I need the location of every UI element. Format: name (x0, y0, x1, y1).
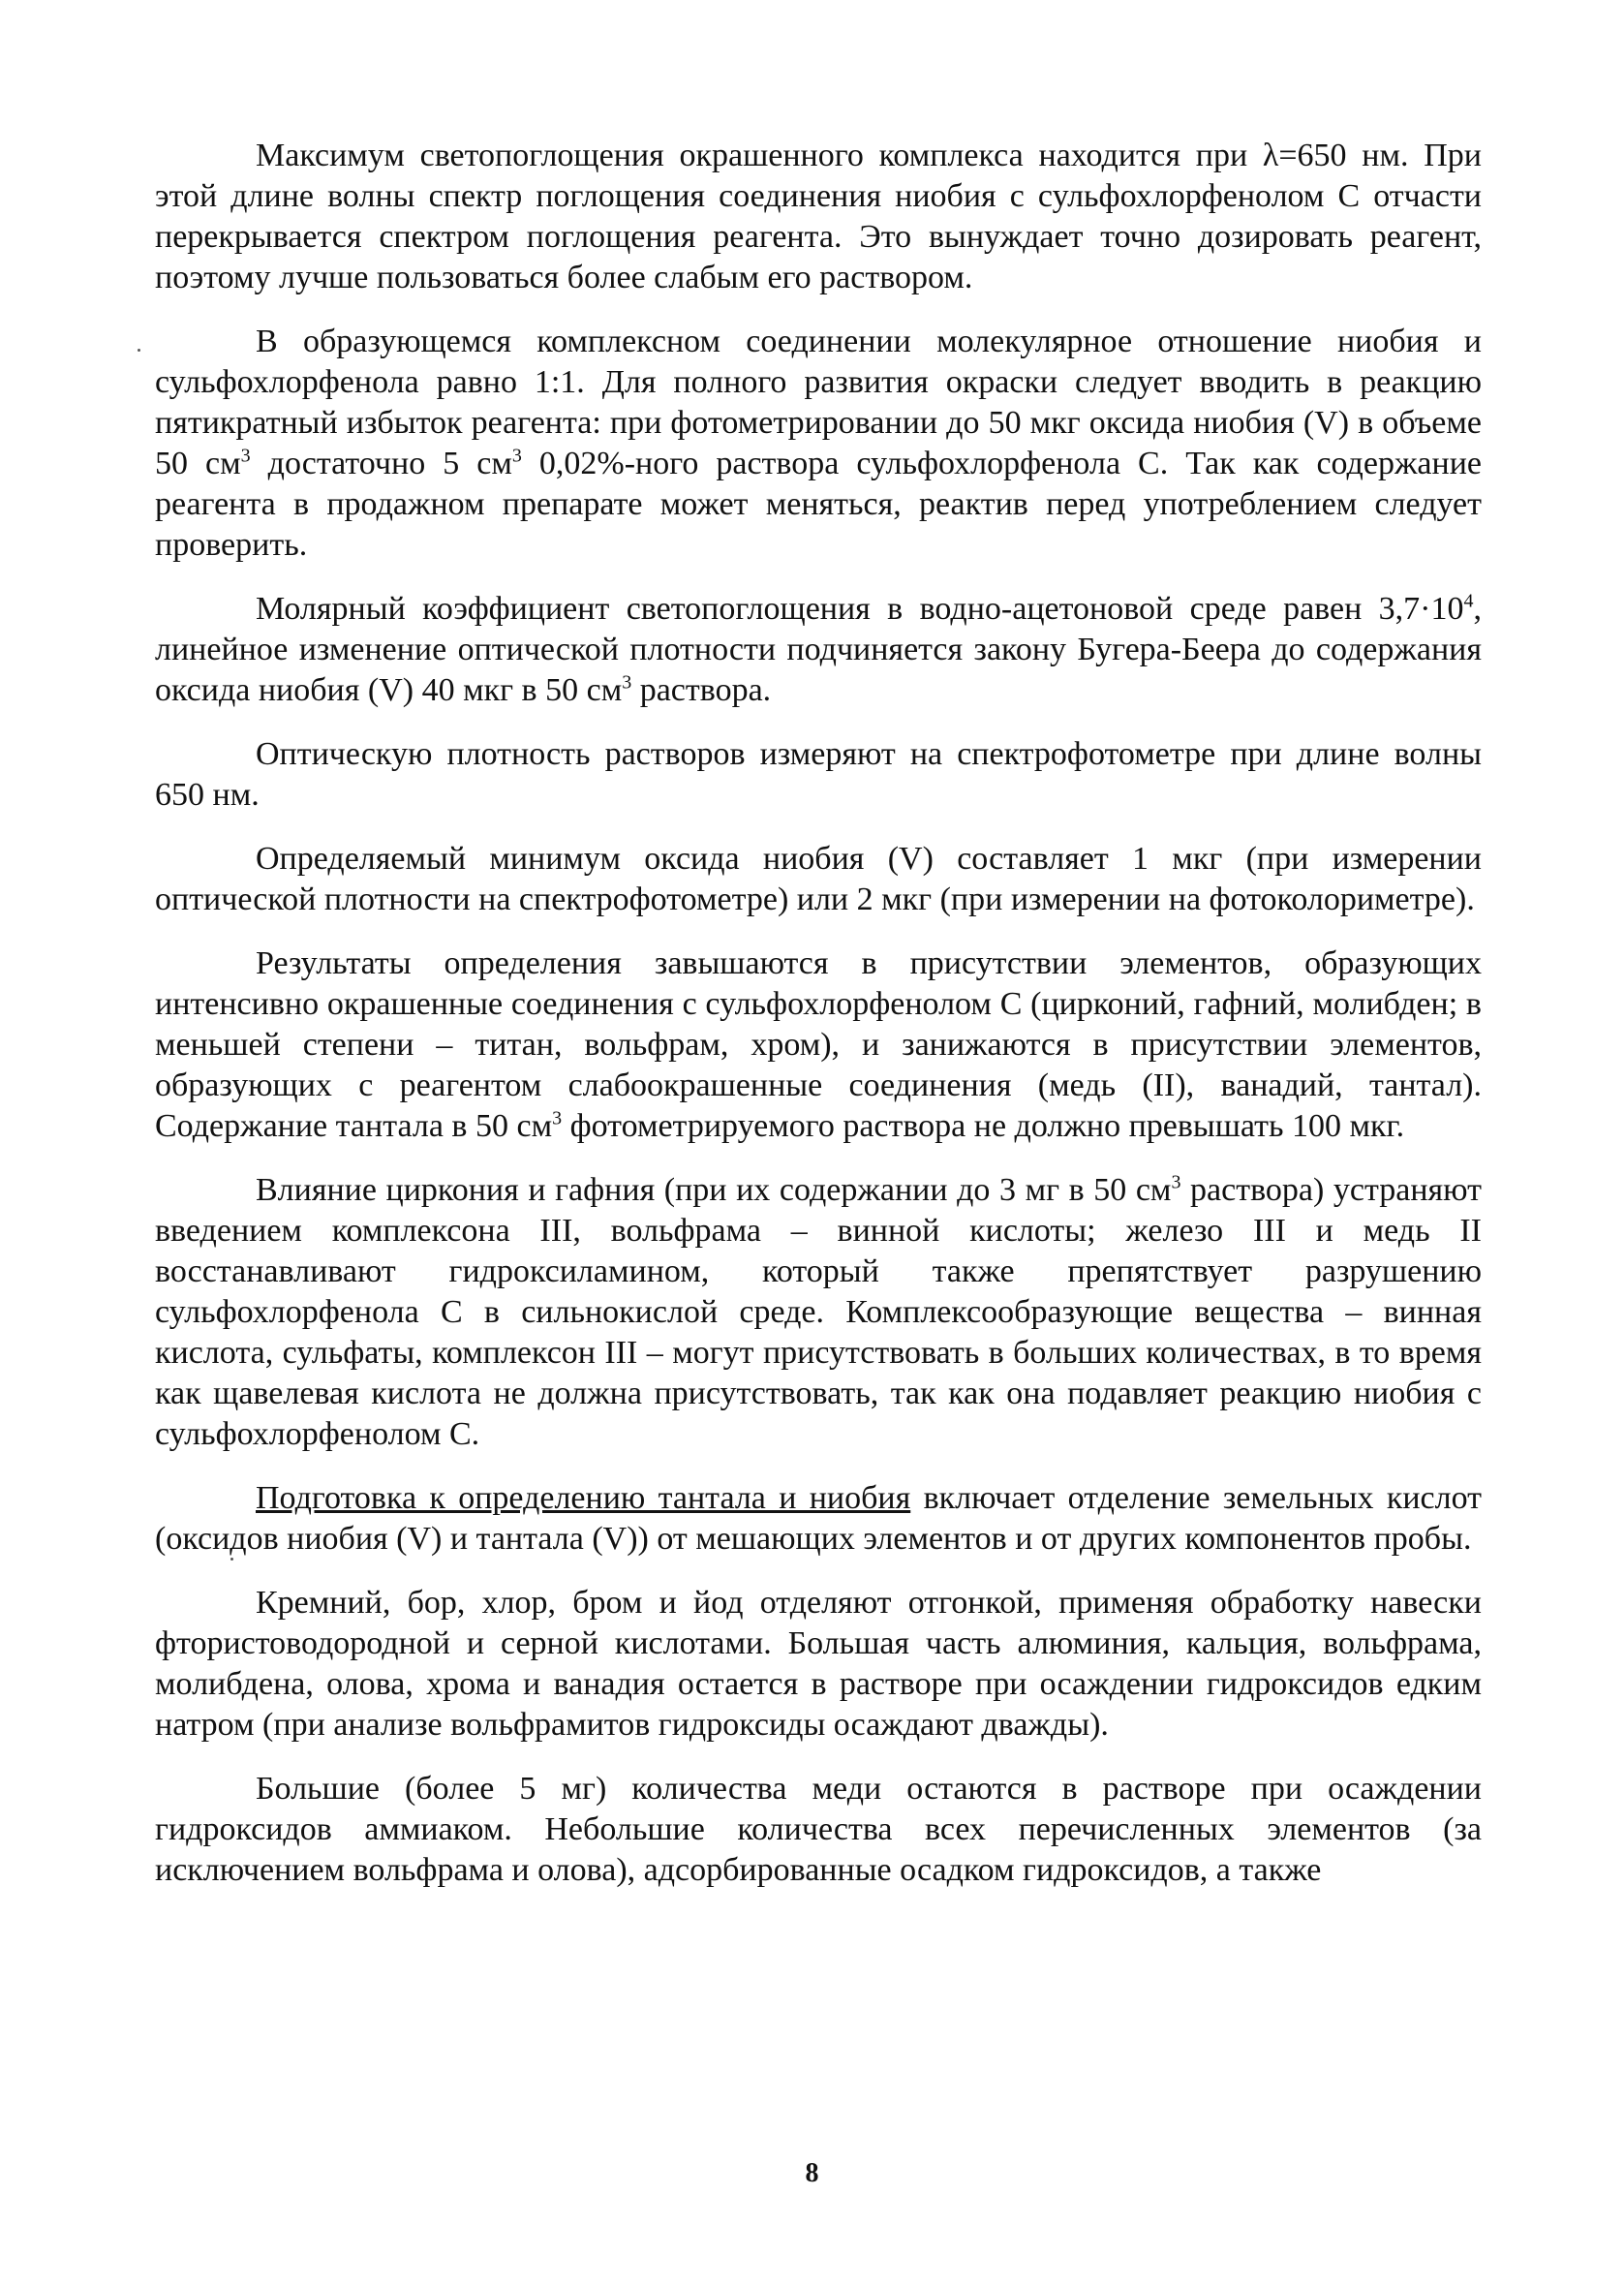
paragraph-text: Влияние циркония и гафния (при их содержании до 3 мг в 50 см (256, 1172, 1172, 1208)
paragraph-zirconium-hafnium (155, 1170, 1482, 1455)
paragraph-preparation (155, 1478, 1482, 1560)
paragraph-text: Оптическую плотность растворов измеряют на спектрофотометре при длине волны 650 нм. (155, 736, 1482, 813)
paragraph-text: Молярный коэффициент светопоглощения в водно-ацетоновой среде равен 3,7·10 (256, 591, 1464, 627)
paragraph-text: Кремний, бор, хлор, бром и йод отделяют отгонкой, применяя обработку навески фтористоводородной и серной кислотами. Большая часть алюминия, кальция, вольфрама, молибдена, олова, хрома и ванадия остается в растворе при осаждении гидроксидов едким натром (при анализе вольфрамитов гидроксиды осаждают дважды). (155, 1585, 1482, 1743)
paragraph-text: фотометрируемого раствора не должно превышать 100 мкг. (562, 1108, 1405, 1144)
paragraph-text: Максимум светопоглощения окрашенного комплекса находится при λ=650 нм. При этой длине волны спектр поглощения соединения ниобия с сульфохлорфенолом С отчасти перекрывается спектром поглощения реагента. Это вынуждает точно дозировать реагент, поэтому лучше пользоваться более слабым его раствором. (155, 138, 1482, 295)
paragraph-text: раствора) устраняют введением комплексона III, вольфрама – винной кислоты; железо III и медь II восстанавливают гидроксиламином, который также препятствует разрушению сульфохлорфенола С в сильнокислой среде. Комплексообразующие вещества – винная кислота, сульфаты, комплексон III – могут присутствовать в больших количествах, в то время как щавелевая кислота не должна присутствовать, так как она подавляет реакцию ниобия с сульфохлорфенолом С. (155, 1172, 1482, 1452)
superscript: 4 (1463, 590, 1474, 612)
superscript: 3 (1171, 1171, 1181, 1193)
superscript: 3 (240, 445, 251, 467)
paragraph-text: В образующемся комплексном соединении молекулярное отношение ниобия и сульфохлорфенола равно 1:1. Для полного развития окраски следует вводить в реакцию пятикратный избыток реагента: при фотометрировании до 50 мкг оксида ниобия (V) в объеме 50 см (155, 324, 1482, 481)
scan-speck (138, 349, 140, 352)
paragraph-interferences (155, 943, 1482, 1147)
paragraph-optical-density (155, 734, 1482, 816)
paragraph-absorption-maximum (155, 136, 1482, 298)
paragraph-text: 0,02%-ного раствора сульфохлорфенола С. Так как содержание реагента в продажном препарате может меняться, реактив перед употреблением следует проверить. (155, 446, 1483, 563)
paragraph-copper (155, 1769, 1482, 1891)
paragraph-text: достаточно 5 см (250, 446, 512, 481)
superscript: 3 (552, 1107, 563, 1129)
superscript: 3 (511, 445, 522, 467)
paragraph-detection-minimum (155, 839, 1482, 920)
paragraph-silicon-boron (155, 1583, 1482, 1746)
paragraph-molecular-ratio (155, 322, 1482, 566)
paragraph-text: раствора. (631, 672, 772, 708)
paragraph-text: Результаты определения завышаются в присутствии элементов, образующих интенсивно окрашенные соединения с сульфохлорфенолом С (цирконий, гафний, молибден; в меньшей степени – титан, вольфрам, хром), и занижаются в присутствии элементов, образующих с реагентом слабоокрашенные соединения (медь (II), ванадий, тантал). Содержание тантала в 50 см (155, 945, 1482, 1144)
paragraph-text: включает отделение земельных кислот (оксидов ниобия (V) и тантала (V)) от мешающих элементов и от других компонентов пробы. (155, 1480, 1482, 1557)
page-number: 8 (805, 2158, 819, 2188)
scan-speck (230, 1558, 233, 1561)
paragraph-text: Определяемый минимум оксида ниобия (V) составляет 1 мкг (при измерении оптической плотности на спектрофотометре) или 2 мкг (при измерении на фотоколориметре). (155, 841, 1482, 917)
superscript: 3 (622, 671, 632, 694)
document-body (155, 136, 1482, 1914)
paragraph-text: Большие (более 5 мг) количества меди остаются в растворе при осаждении гидроксидов аммиаком. Небольшие количества всех перечисленных элементов (за исключением вольфрама и олова), адсорбированные осадком гидроксидов, а также (155, 1771, 1482, 1888)
underlined-heading: Подготовка к определению тантала и ниобия (256, 1480, 911, 1516)
paragraph-molar-coefficient (155, 589, 1482, 711)
paragraph-text: , линейное изменение оптической плотности подчиняется закону Бугера-Беера до содержания оксида ниобия (V) 40 мкг в 50 см (155, 591, 1482, 708)
